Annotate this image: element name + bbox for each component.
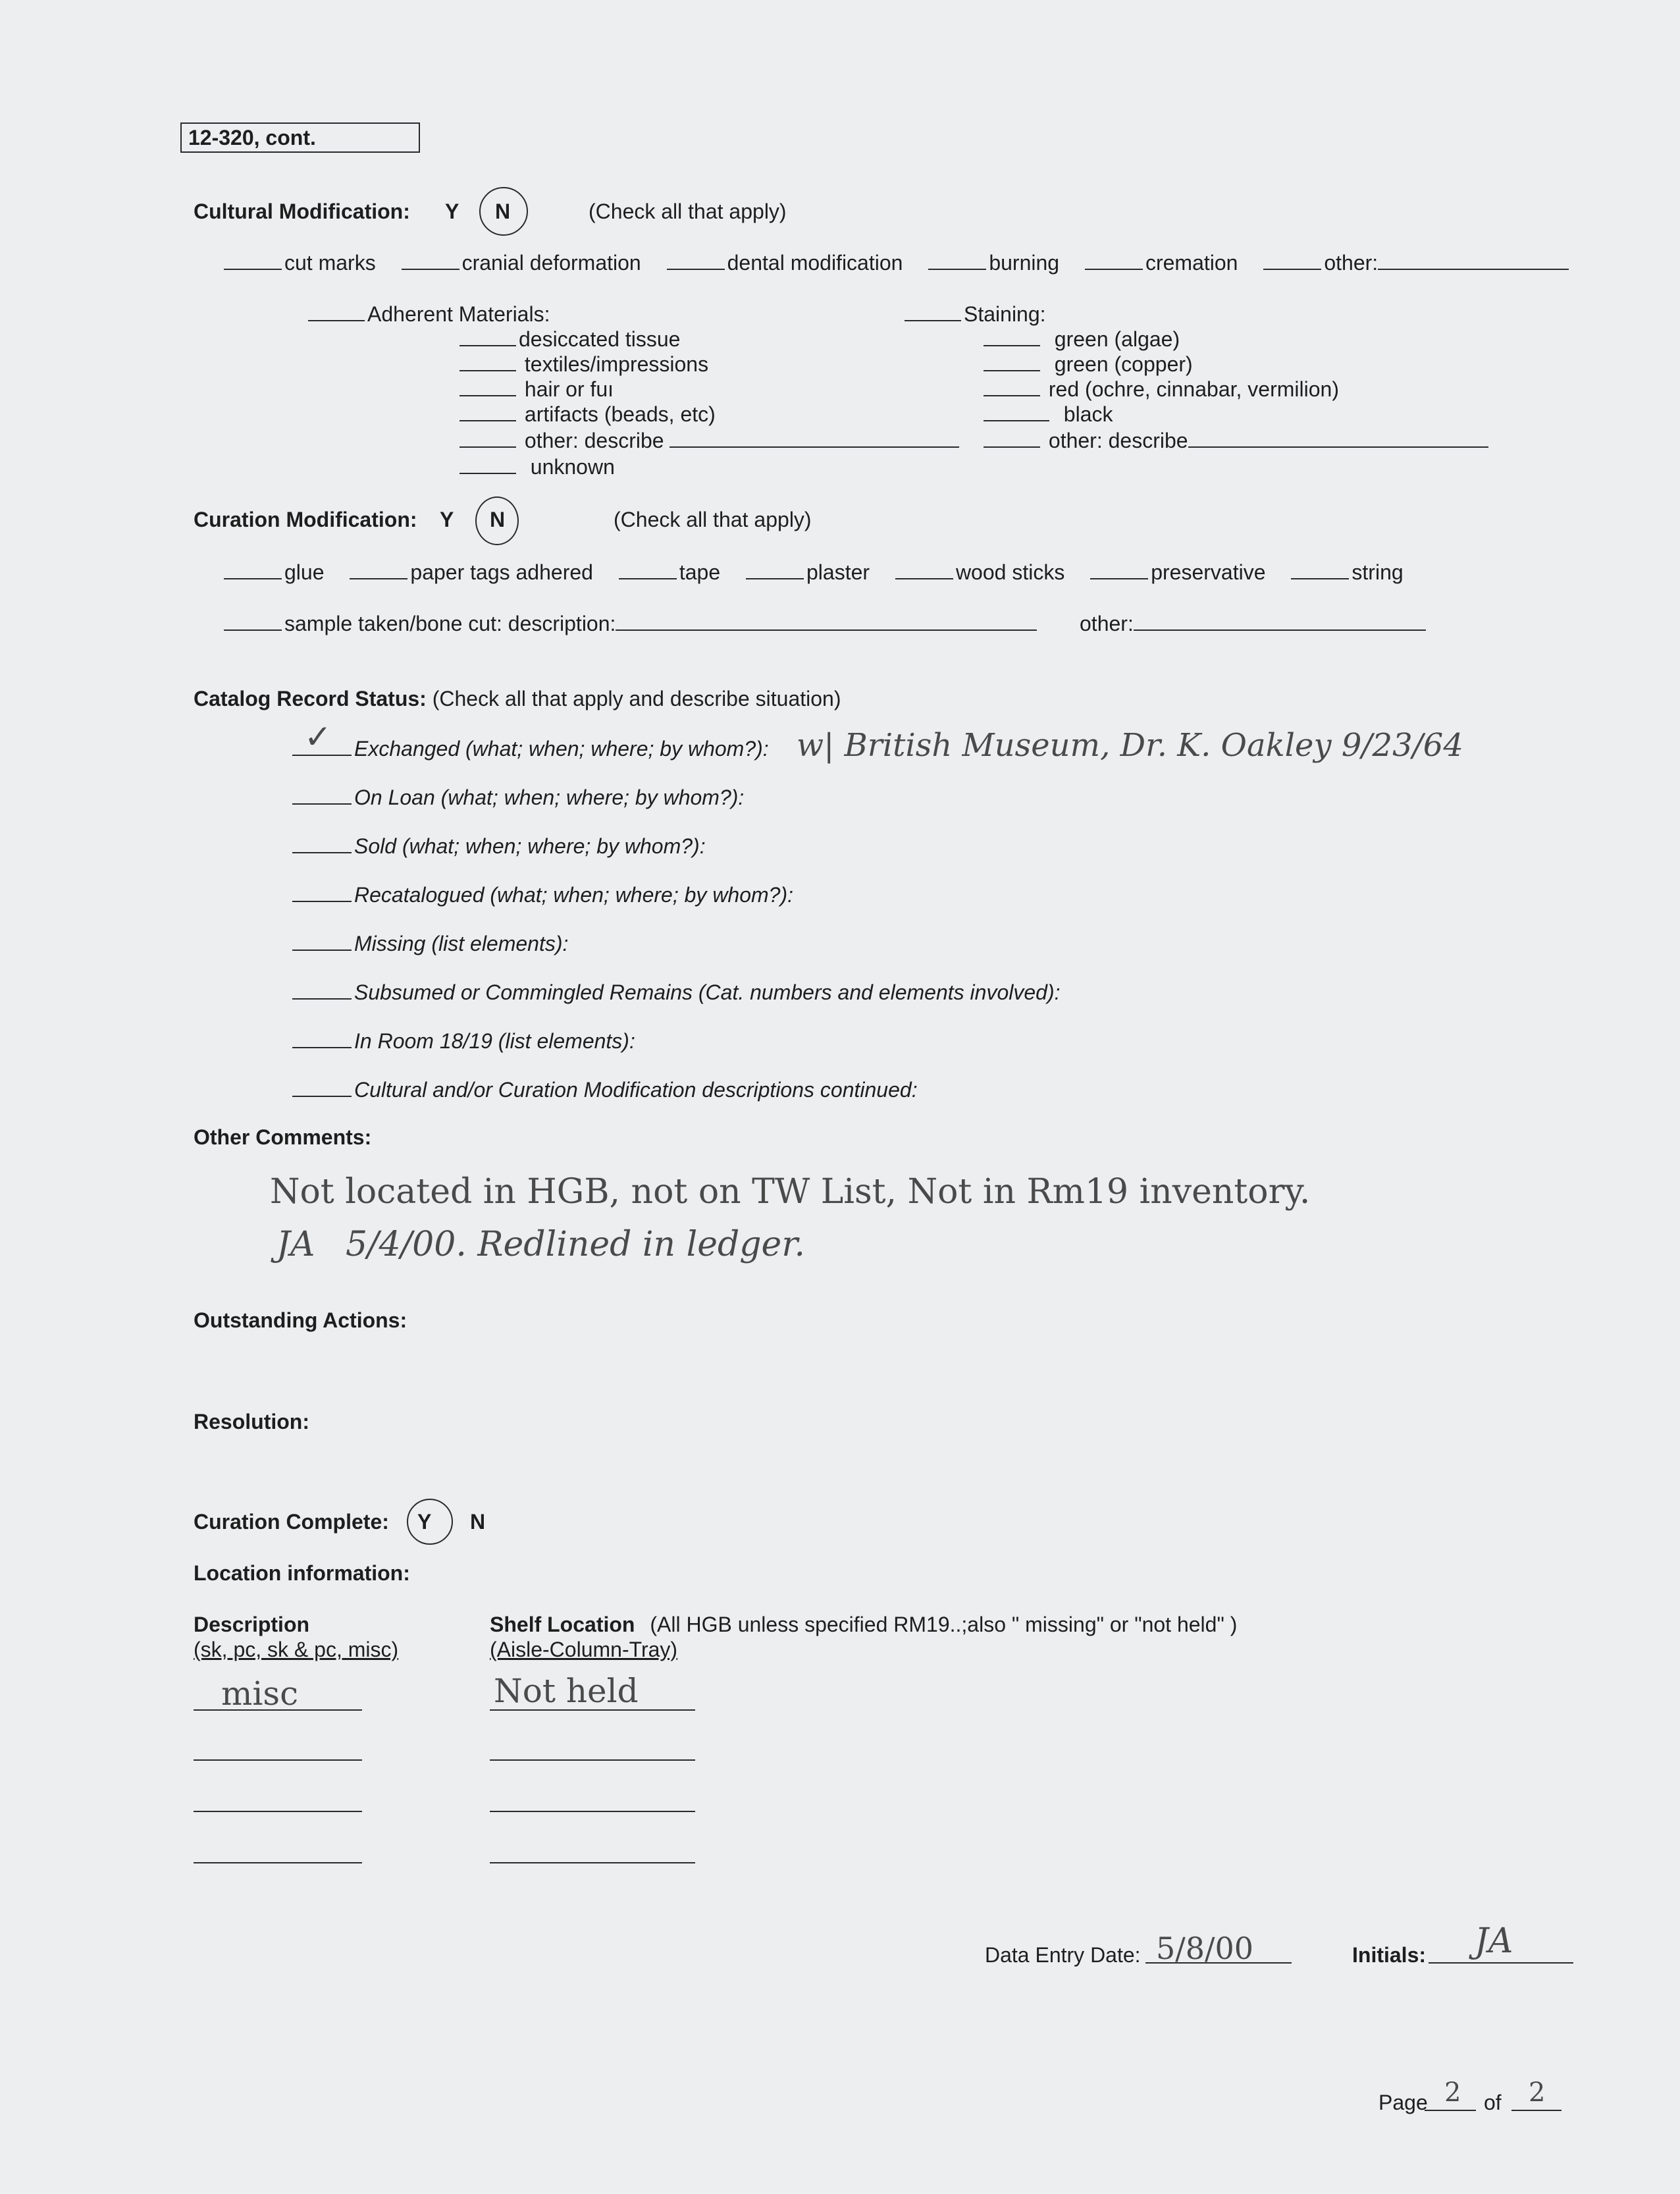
shelf-line[interactable] [490,1759,695,1761]
catalog-status [194,686,841,711]
exchanged-handwritten: w| British Museum, Dr. K. Oakley 9/23/64 [797,727,1463,764]
initials-line [1429,1962,1573,1964]
adherent-materials [308,300,550,327]
description-line[interactable] [194,1811,362,1812]
catalog-item-subsumed [292,978,1060,1005]
catalog-item-recatalogued [292,881,793,907]
description-line[interactable] [194,1759,362,1761]
catalog-item-label[interactable]: On Loan (what; when; where; by whom?): [354,786,745,809]
option-preservative[interactable]: preservative [1151,560,1266,584]
adherent-item [459,453,615,479]
staining-item [984,427,1491,453]
curation-n[interactable]: N [490,508,506,531]
adherent-item [459,325,680,352]
curation-y[interactable]: Y [440,508,454,531]
adherent-item-label[interactable]: hair or fuı [524,377,614,401]
cultural-modification-label: Cultural Modification: [194,200,410,223]
option-cremation[interactable]: cremation [1145,251,1238,275]
catalog-item-exchanged [292,735,769,761]
option-wood-sticks[interactable]: wood sticks [955,560,1065,584]
option-glue[interactable]: glue [284,560,325,584]
catalog-item-label[interactable]: Exchanged (what; when; where; by whom?): [354,737,769,761]
of-label: of [1484,2091,1502,2114]
curation-other-label[interactable]: other: [1080,612,1134,635]
cultural-options-row [224,249,1571,275]
outstanding-actions-label: Outstanding Actions: [194,1308,407,1332]
curation-other [1080,610,1429,636]
record-id: 12-320, cont. [180,122,420,153]
catalog-item-label[interactable]: Missing (list elements): [354,932,569,955]
cultural-n[interactable]: N [495,200,511,223]
adherent-materials-label[interactable]: Adherent Materials: [367,302,550,326]
staining [905,300,1046,327]
exchanged-checkmark: ✓ [304,718,332,756]
comments-line-1: Not located in HGB, not on TW List, Not in Rm19 inventory. [270,1172,1311,1212]
catalog-item-label[interactable]: Sold (what; when; where; by whom?): [354,834,706,858]
comments-line-2 [276,1225,805,1264]
catalog-item-on-loan [292,784,744,810]
curation-complete-label: Curation Complete: [194,1510,389,1534]
page-total: 2 [1529,2077,1546,2108]
adherent-item [459,375,614,402]
staining-item-label[interactable]: green (algae) [1054,327,1180,351]
complete-n[interactable]: N [470,1510,486,1534]
option-plaster[interactable]: plaster [806,560,870,584]
adherent-item [459,350,708,377]
option-cranial-deformation[interactable]: cranial deformation [461,251,641,275]
sample-label[interactable]: sample taken/bone cut: description: [284,612,616,635]
comments-line-2-text: 5/4/00. Redlined in ledger. [345,1225,806,1264]
staining-item-label[interactable]: black [1063,402,1113,426]
curation-note: (Check all that apply) [614,508,812,531]
page-number-line [1425,2110,1476,2111]
catalog-item-sold [292,832,706,859]
catalog-item-label[interactable]: In Room 18/19 (list elements): [354,1029,635,1053]
shelf-line[interactable] [490,1862,695,1863]
staining-item-label[interactable]: green (copper) [1054,352,1193,376]
curation-n-circle [475,496,519,545]
adherent-item [459,427,962,453]
sample-row [224,610,1039,636]
staining-item-label[interactable]: red (ochre, cinnabar, vermilion) [1048,377,1339,401]
data-entry-date-value[interactable]: 5/8/00 [1156,1931,1254,1966]
option-paper-tags[interactable]: paper tags adhered [410,560,593,584]
page-number: 2 [1444,2077,1461,2108]
staining-item [984,375,1339,402]
shelf-line[interactable] [490,1811,695,1812]
catalog-item-label[interactable]: Cultural and/or Curation Modification descriptions continued: [354,1078,918,1102]
comments-initials: JA [276,1225,315,1264]
adherent-item-label[interactable]: artifacts (beads, etc) [524,402,716,426]
description-value[interactable]: misc [221,1674,299,1713]
option-cut-marks[interactable]: cut marks [284,251,376,275]
description-header: Description [194,1613,310,1636]
adherent-item-label[interactable]: desiccated tissue [519,327,681,351]
data-entry-date-label: Data Entry Date: [985,1943,1141,1967]
adherent-item [459,400,716,427]
option-burning[interactable]: burning [989,251,1060,275]
adherent-item-label[interactable]: other: describe [524,429,664,452]
catalog-status-label: Catalog Record Status: [194,687,427,710]
description-line[interactable] [194,1709,362,1711]
catalog-item-label[interactable]: Subsumed or Commingled Remains (Cat. numbers and elements involved): [354,980,1061,1004]
curation-modification-label: Curation Modification: [194,508,417,531]
staining-item [984,325,1180,352]
description-sub: (sk, pc, sk & pc, misc) [194,1638,399,1661]
staining-item [984,350,1193,377]
cultural-n-circle [479,187,528,236]
data-entry-date-line [1145,1962,1292,1964]
shelf-sub: (Aisle-Column-Tray) [490,1638,678,1661]
catalog-item-label[interactable]: Recatalogued (what; when; where; by whom?): [354,883,794,907]
cultural-y[interactable]: Y [445,200,459,223]
staining-item [984,400,1113,427]
page-label: Page [1378,2091,1428,2114]
shelf-line[interactable] [490,1709,695,1711]
catalog-item-continued [292,1076,918,1102]
catalog-status-note: (Check all that apply and describe situation) [432,687,841,710]
initials-label: Initials: [1352,1943,1427,1967]
curation-options-row [224,558,1404,585]
cultural-note: (Check all that apply) [589,200,787,223]
catalog-item-missing [292,930,568,956]
staining-label[interactable]: Staining: [964,302,1046,326]
option-string[interactable]: string [1352,560,1404,584]
option-dental-modification[interactable]: dental modification [727,251,903,275]
shelf-value[interactable]: Not held [494,1672,639,1710]
page-total-line [1511,2110,1562,2111]
complete-y[interactable]: Y [417,1510,432,1534]
resolution-label: Resolution: [194,1410,309,1433]
complete-y-circle [407,1499,453,1545]
shelf-header: Shelf Location [490,1613,635,1636]
other-comments-label: Other Comments: [194,1125,372,1149]
initials-value[interactable]: JA [1475,1921,1513,1961]
option-tape[interactable]: tape [679,560,721,584]
adherent-item-label[interactable]: unknown [530,455,615,479]
location-info-label: Location information: [194,1561,410,1585]
description-line[interactable] [194,1862,362,1863]
adherent-item-label[interactable]: textiles/impressions [524,352,709,376]
shelf-note: (All HGB unless specified RM19..;also " missing" or "not held" ) [650,1613,1238,1636]
staining-item-label[interactable]: other: describe [1048,429,1188,452]
option-other[interactable]: other: [1324,251,1378,275]
catalog-item-room [292,1027,635,1054]
shelf-location [490,1612,1237,1637]
